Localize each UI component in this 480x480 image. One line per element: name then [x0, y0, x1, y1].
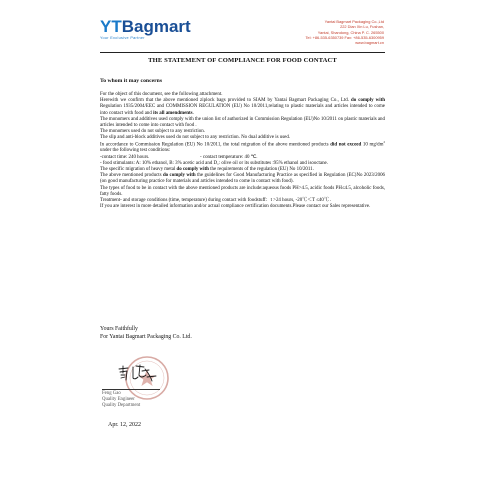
- logo-yt: YT: [100, 17, 122, 36]
- signature-line: [102, 389, 160, 390]
- company-logo: [100, 18, 191, 40]
- logo-bagmart: Bagmart: [121, 17, 191, 36]
- document-date: Apr. 12, 2022: [108, 422, 141, 428]
- body-paragraph: The monomers and additives used comply with the union list of authorized in Commission Regulation (EU)No 10/2011 on plastic materials and articles intended to come into contact with food .: [100, 116, 385, 129]
- header-divider: [100, 52, 385, 53]
- signer-title: Quality Engineer: [102, 397, 135, 402]
- body-paragraph: -contact time: 240 hours. - contact temperature: 40 ℃.: [100, 154, 258, 160]
- company-contact-block: [305, 19, 384, 45]
- letterhead: [0, 6, 480, 46]
- body-paragraph: The monomers used do not subject to any restriction.: [100, 129, 205, 135]
- handwritten-signature-icon: [116, 363, 160, 385]
- contact-phone-fax: Tel: +86-535-6350739 Fax: +86-535-6300959: [305, 34, 384, 40]
- contact-city-line: Yantai, Shandong, China P. C. 265500: [317, 29, 384, 35]
- body-paragraph: If you are interest in more detailed information and/or actual compliance certification documents.Please contact our Sales representative.: [100, 204, 371, 210]
- document-title: THE STATEMENT OF COMPLIANCE FOR FOOD CONTACT: [148, 57, 337, 64]
- body-paragraph: The slip and anti-block additives used do not subject to any restriction. No dual additive is used.: [100, 135, 291, 141]
- body-paragraph: Herewith we confirm that the above mentioned ziplock bags provided to SIAM by Yantai Bagmart Packaging Co., Ltd. do comply with Regulation 1935/2004/EEC and COMMISSION REGULATION (EU) No 10/2011,relating to plastic materials and articles intended to come into contact with food and its all amendments.: [100, 98, 385, 116]
- salutation: To whom it may concerns: [100, 78, 163, 84]
- body-paragraph: The types of food to be in contact with the above mentioned products are include:aqueous foods PH>4.5, acidic foods PH≤4.5, alcoholic foods, fatty foods.: [100, 185, 385, 197]
- body-paragraph: In accordance to Commission Regulation (EU) No 10/2011, the total migration of the above mentioned products did not exceed 10 $mg/dm^2$ under the following test conditions:: [100, 139, 385, 154]
- logo-wordmark: [100, 18, 191, 35]
- body-paragraph: For the object of this document, see the following attachment.: [100, 92, 223, 97]
- body-paragraph: The above mentioned products do comply with the guidelines for Good Manufacturing Practice as specified in Regulation (EC)No 2023/2006 (on good manufacturing practice for materials and articles intended to come in contact with food).: [100, 173, 386, 185]
- closing-company-line: For Yantai Bagmart Packaging Co. Ltd.: [100, 333, 192, 340]
- body-paragraph: The specific migration of heavy metal do comply with the requirements of the regulation (EU) No 10/2011.: [100, 167, 314, 173]
- body-paragraph: Treatment- and storage conditions (time, temperature) during contact with foodstuff：t >24 hours, -20℃＜T ≤40℃ .: [100, 198, 332, 204]
- closing-line: Yours Faithfully: [100, 326, 138, 332]
- contact-company-name: Yantai Bagmart Packaging Co.,Ltd: [324, 19, 384, 24]
- contact-website: www.bagmart.cn: [355, 40, 384, 46]
- logo-tagline: Your Exclusive Partner: [100, 36, 145, 40]
- signer-info: [102, 391, 140, 409]
- closing-block: [100, 326, 192, 341]
- contact-address-line: 222 Dian Xin Lu, Fushan,: [340, 24, 384, 30]
- statement-body: [100, 92, 385, 211]
- signer-department: Quality Department: [102, 403, 141, 408]
- signer-name: Feng Gao: [102, 391, 121, 396]
- signature-area: [100, 355, 240, 419]
- body-paragraph: - food stimulants: A: 10% ethanol, B: 3% acetic acid and D₁: olive oil or its substitutes :95% ethanol and isooctane.: [100, 160, 328, 166]
